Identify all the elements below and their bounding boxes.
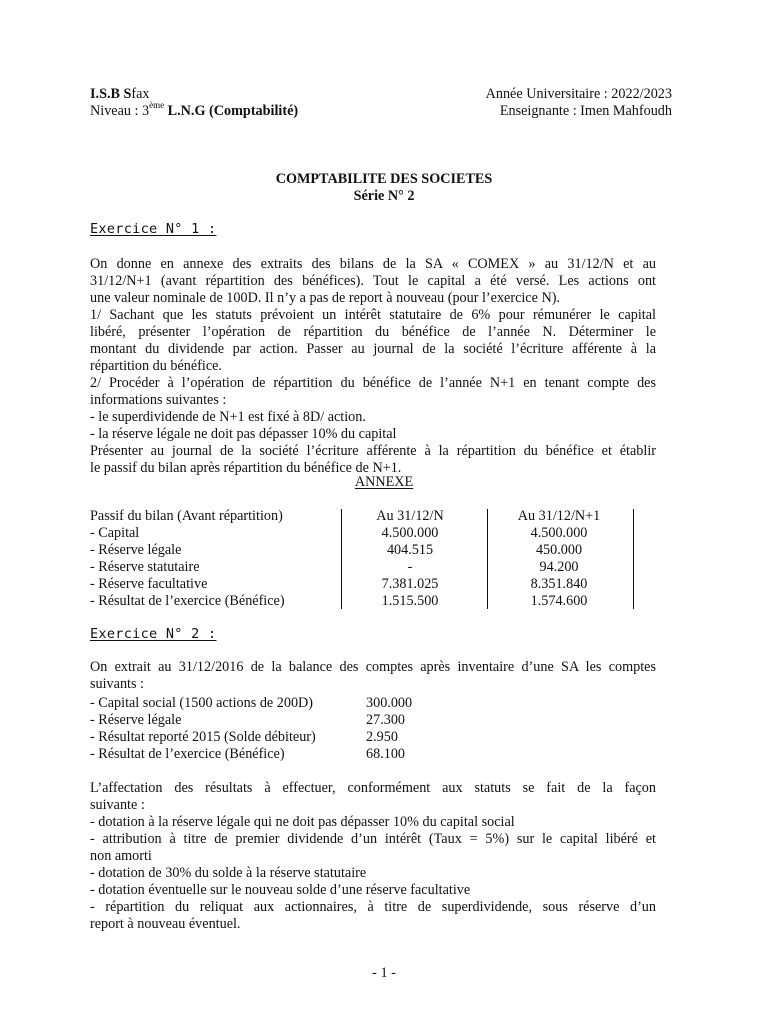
account-value: 2.950 (366, 729, 398, 745)
row-label: - Réserve légale (90, 542, 182, 558)
school-name-rest: fax (131, 86, 150, 102)
text-line: - dotation à la réserve légale qui ne doit pas dépasser 10% du capital social (90, 814, 515, 830)
table-divider (487, 509, 488, 609)
school-name-bold: I.S.B S (90, 86, 132, 102)
row-value-n1: 94.200 (539, 559, 579, 575)
text-line: - la réserve légale ne doit pas dépasser 10% du capital (90, 426, 397, 442)
level-prefix: Niveau : 3 (90, 103, 150, 119)
level-superscript: ème (149, 100, 165, 111)
text-line: L’affectation des résultats à effectuer, conformément aux statuts se fait de la façon (90, 780, 656, 796)
table-header-col-n: Au 31/12/N (376, 508, 444, 524)
text-line: informations suivantes : (90, 392, 227, 408)
text-line: - le superdividende de N+1 est fixé à 8D/ action. (90, 409, 366, 425)
level-program: L.N.G (Comptabilité) (167, 103, 299, 119)
exercise-1-heading (90, 221, 216, 238)
row-value-n: - (407, 559, 413, 575)
row-value-n: 7.381.025 (381, 576, 439, 592)
row-value-n: 4.500.000 (381, 525, 439, 541)
text-line: répartition du bénéfice. (90, 358, 222, 374)
row-label: - Réserve facultative (90, 576, 208, 592)
text-line: 2/ Procéder à l’opération de répartition du bénéfice de l’année N+1 en tenant compte des (90, 375, 656, 391)
text-line: report à nouveau éventuel. (90, 916, 241, 932)
text-line: - répartition du reliquat aux actionnaires, à titre de superdividende, sous réserve d’un (90, 899, 656, 915)
school-name (90, 86, 150, 103)
series-number: Série N° 2 (353, 188, 415, 204)
row-value-n1: 450.000 (535, 542, 583, 558)
row-label: - Résultat de l’exercice (Bénéfice) (90, 593, 285, 609)
text-line: le passif du bilan après répartition du bénéfice de N+1. (90, 460, 402, 476)
table-row (90, 593, 650, 610)
table-row (90, 542, 650, 559)
account-label: - Capital social (1500 actions de 200D) (90, 695, 314, 711)
text-line: suivants : (90, 676, 144, 692)
exercise-2-intro (90, 659, 656, 693)
text-line: - dotation de 30% du solde à la réserve statutaire (90, 865, 367, 881)
text-line: une valeur nominale de 100D. Il n’y a pas de report à nouveau (pour l’exercice N). (90, 290, 560, 306)
account-label: - Réserve légale (90, 712, 182, 728)
table-row (90, 576, 650, 593)
row-value-n: 1.515.500 (381, 593, 439, 609)
exercise-1-heading-text: Exercice N° 1 : (90, 221, 217, 237)
table-header-col-n1: Au 31/12/N+1 (517, 508, 601, 524)
text-line: - attribution à titre de premier dividende d’un intérêt (Taux = 5%) sur le capital libéré et (90, 831, 656, 847)
row-value-n: 404.515 (386, 542, 434, 558)
table-divider (341, 509, 342, 609)
exercise-1-text (90, 256, 656, 477)
account-value: 68.100 (366, 746, 406, 762)
exercise-2-allocation (90, 780, 656, 933)
row-label: - Capital (90, 525, 140, 541)
account-value: 300.000 (366, 695, 413, 711)
annex-table (90, 508, 650, 610)
text-line: non amorti (90, 848, 152, 864)
account-label: - Résultat reporté 2015 (Solde débiteur) (90, 729, 316, 745)
text-line: 31/12/N+1 (avant répartition des bénéfices). Tout le capital a été versé. Les actions ont (90, 273, 656, 289)
text-line: libéré, présenter l’opération de répartition du bénéfice de l’année N. Déterminer le (90, 324, 656, 340)
text-line: On extrait au 31/12/2016 de la balance des comptes après inventaire d’une SA les comptes (90, 659, 656, 675)
academic-year: Année Universitaire : 2022/2023 (485, 86, 672, 102)
table-header-row (90, 508, 650, 525)
account-value: 27.300 (366, 712, 406, 728)
table-row (90, 525, 650, 542)
annex-title (0, 474, 768, 491)
text-line: montant du dividende par action. Passer au journal de la société l’écriture afférente à la (90, 341, 656, 357)
page-number: - 1 - (372, 965, 396, 981)
table-header-label: Passif du bilan (Avant répartition) (90, 508, 283, 524)
level (90, 100, 299, 120)
exercise-2-heading-text: Exercice N° 2 : (90, 626, 217, 642)
text-line: 1/ Sachant que les statuts prévoient un intérêt statutaire de 6% pour rémunérer le capital (90, 307, 656, 323)
text-line: - dotation éventuelle sur le nouveau solde d’une réserve facultative (90, 882, 471, 898)
text-line: Présenter au journal de la société l’écriture afférente à la répartition du bénéfice et établir (90, 443, 656, 459)
row-label: - Réserve statutaire (90, 559, 200, 575)
row-value-n1: 8.351.840 (530, 576, 588, 592)
annex-title-text: ANNEXE (354, 474, 414, 490)
table-divider (633, 509, 634, 609)
exercise-2-heading (90, 626, 216, 643)
text-line: On donne en annexe des extraits des bilans de la SA « COMEX » au 31/12/N et au (90, 256, 656, 272)
account-label: - Résultat de l’exercice (Bénéfice) (90, 746, 285, 762)
row-value-n1: 1.574.600 (530, 593, 588, 609)
table-row (90, 559, 650, 576)
text-line: suivante : (90, 797, 145, 813)
teacher-name: Enseignante : Imen Mahfoudh (499, 103, 672, 119)
row-value-n1: 4.500.000 (530, 525, 588, 541)
page-title: COMPTABILITE DES SOCIETES (275, 171, 493, 187)
